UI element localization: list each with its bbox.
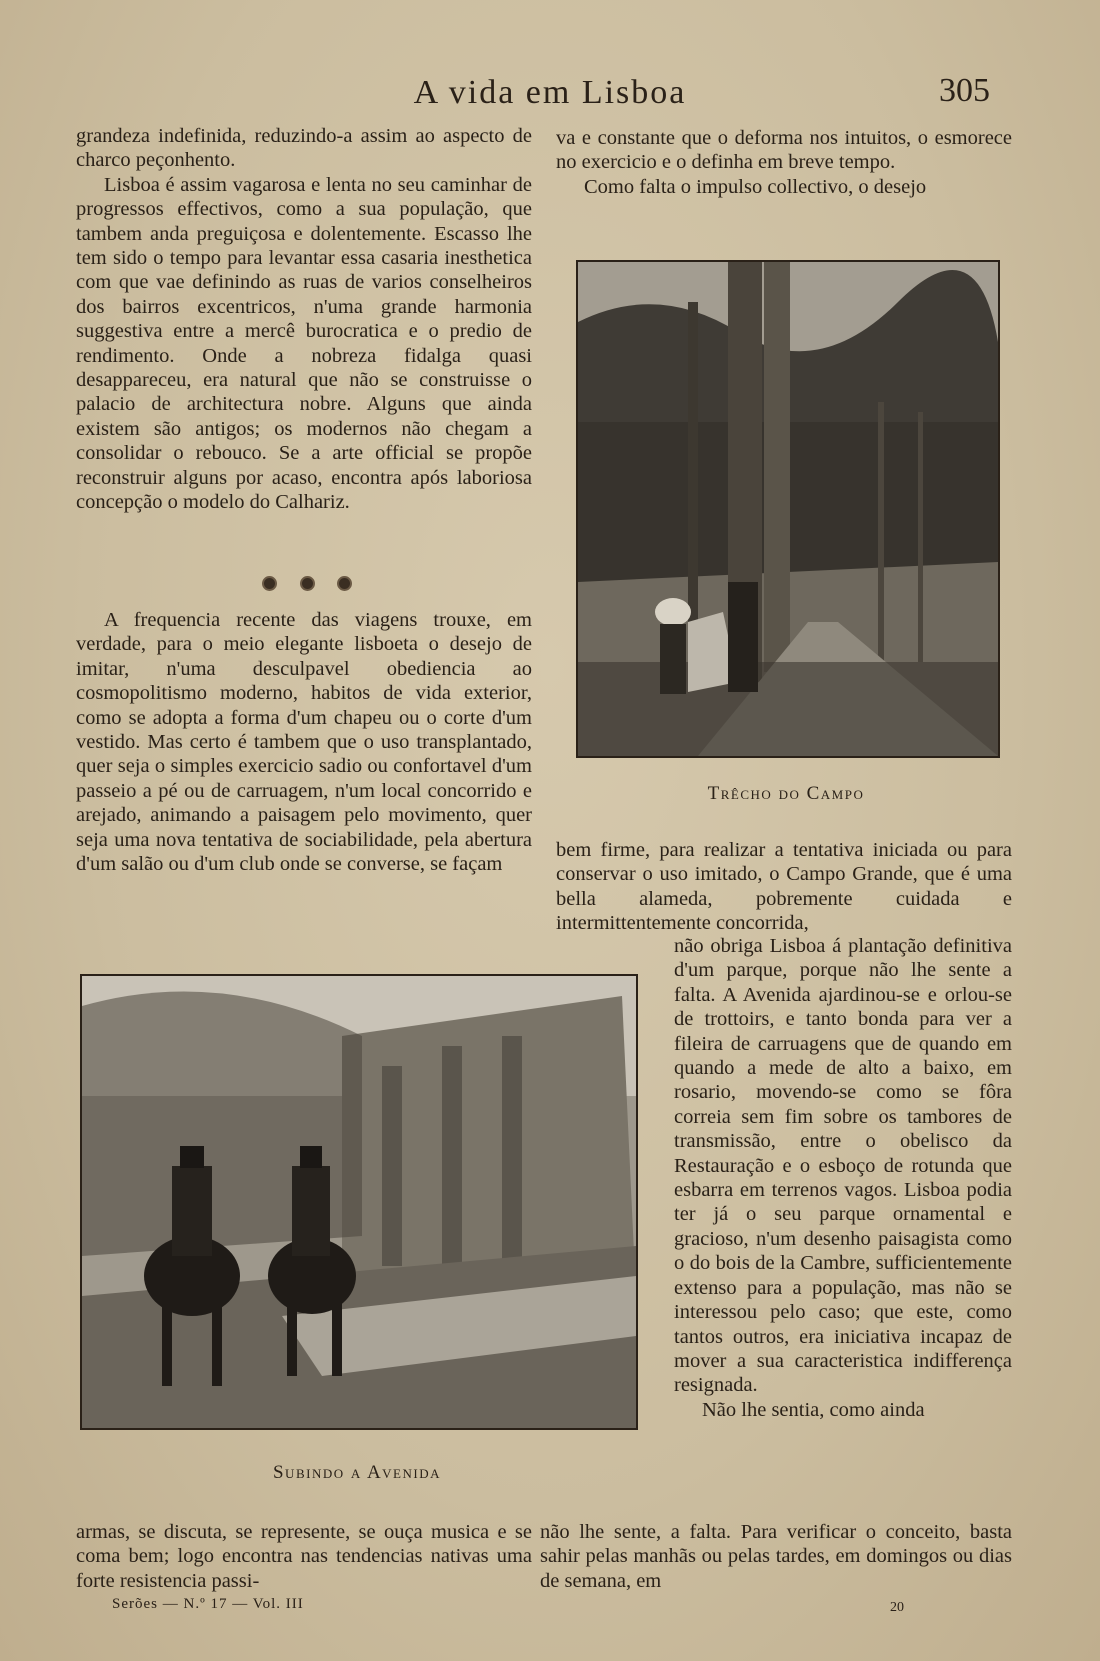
- paragraph: Lisboa é assim vagarosa e lenta no seu caminhar de progressos effectivos, como a sua população, que tambem anda preguiçosa e dolentemente. Escasso lhe tem sido o tempo para levantar essa casaria inesthetica com que vae definindo as ruas de varios conselheiros dos bairros excentricos, n'uma grande harmonia suggestiva entre a mercê burocratica e o predio de rendimento. Onde a nobreza fidalga quasi desappareceu, era natural que não se construisse o palacio de architectura nobre. Alguns que ainda existem são antigos; os modernos não chegam a consolidar o rebouco. Se a arte official se propõe reconstruir alguns por acaso, encontra após laboriosa concepção o modelo do Calhariz.: [76, 173, 532, 514]
- left-column-top: [76, 124, 532, 515]
- paragraph: A frequencia recente das viagens trouxe, em verdade, para o meio elegante lisboeta o desejo de imitar, n'uma desculpavel obediencia ao cosmopolitismo moderno, habitos de vida exterior, como se adopta a forma d'um chapeu ou o corte d'um vestido. Mas certo é tambem que o uso transplantado, quer seja o simples exercicio sadio ou confortavel d'um passeio a pé ou de carruagem, n'um local concorrido e arejado, animando a paisagem pelo movimento, quer seja uma nova tentativa de sociabilidade, pela abertura d'um salão ou d'um club onde se converse, se façam: [76, 609, 532, 876]
- photo-campo-grande: [576, 260, 1000, 758]
- page-title: A vida em Lisboa: [413, 74, 687, 111]
- page-number: 305: [939, 72, 990, 109]
- left-column-section: [76, 608, 532, 876]
- paragraph: Não lhe sentia, como ainda: [702, 1398, 925, 1421]
- section-divider: [262, 576, 352, 591]
- right-column-wrapped: [674, 934, 1012, 1422]
- left-column-bottom: [76, 1520, 532, 1593]
- footer-signature: 20: [890, 1600, 904, 1615]
- paragraph: não lhe sente, a falta. Para verificar o conceito, basta sahir pelas manhãs ou pelas tardes, em domingos ou dias de semana, em: [540, 1521, 1012, 1592]
- ornament-dot-icon: [300, 576, 315, 591]
- ornament-dot-icon: [262, 576, 277, 591]
- right-column-top: [556, 126, 1012, 199]
- right-column-mid: [556, 838, 1012, 936]
- photo-caption: Subindo a Avenida: [272, 1462, 441, 1483]
- paragraph: armas, se discuta, se represente, se ouça musica e se coma bem; logo encontra nas tendencias nativas uma forte resistencia passi-: [76, 1521, 532, 1592]
- horse-riders-image: [82, 976, 636, 1428]
- footer-issue: Serões — N.º 17 — Vol. III: [112, 1596, 304, 1612]
- ornament-dot-icon: [337, 576, 352, 591]
- paragraph: não obriga Lisboa á plantação definitiva d'um parque, porque não lhe sente a falta. A Avenida ajardinou-se e orlou-se de trottoirs, e tanto bonda para ver a fileira de carruagens que de quando em quando a mede de alto a baixo, em rosario, movendo-se como se fôra correia sem fim sobre os tambores de transmissão, entre o obelisco da Restauração e o esboço de rotunda que esbarra em terrenos vagos. Lisboa podia ter já o seu parque ornamental e gracioso, n'um desenho paisagista como o do bois de la Cambre, sufficientemente extenso para a população, mas não se interessou pelo caso; que este, como tantos outros, era iniciativa incapaz de mover a sua caracteristica indifferença resignada.: [674, 935, 1012, 1397]
- right-column-bottom: [540, 1520, 1012, 1593]
- paragraph: va e constante que o deforma nos intuitos, o esmorece no exercicio e o definha em breve tempo.: [556, 127, 1012, 174]
- paragraph: bem firme, para realizar a tentativa iniciada ou para conservar o uso imitado, o Campo Grande, que é uma bella alameda, pobremente cuidada e intermittentemente concorrida,: [556, 839, 1012, 935]
- tree-lined-path-image: [578, 262, 998, 756]
- photo-avenida: [80, 974, 638, 1430]
- paragraph: Como falta o impulso collectivo, o desejo: [584, 175, 927, 198]
- paragraph: grandeza indefinida, reduzindo-a assim ao aspecto de charco peçonhento.: [76, 125, 532, 172]
- photo-caption: Trêcho do Campo: [707, 783, 865, 804]
